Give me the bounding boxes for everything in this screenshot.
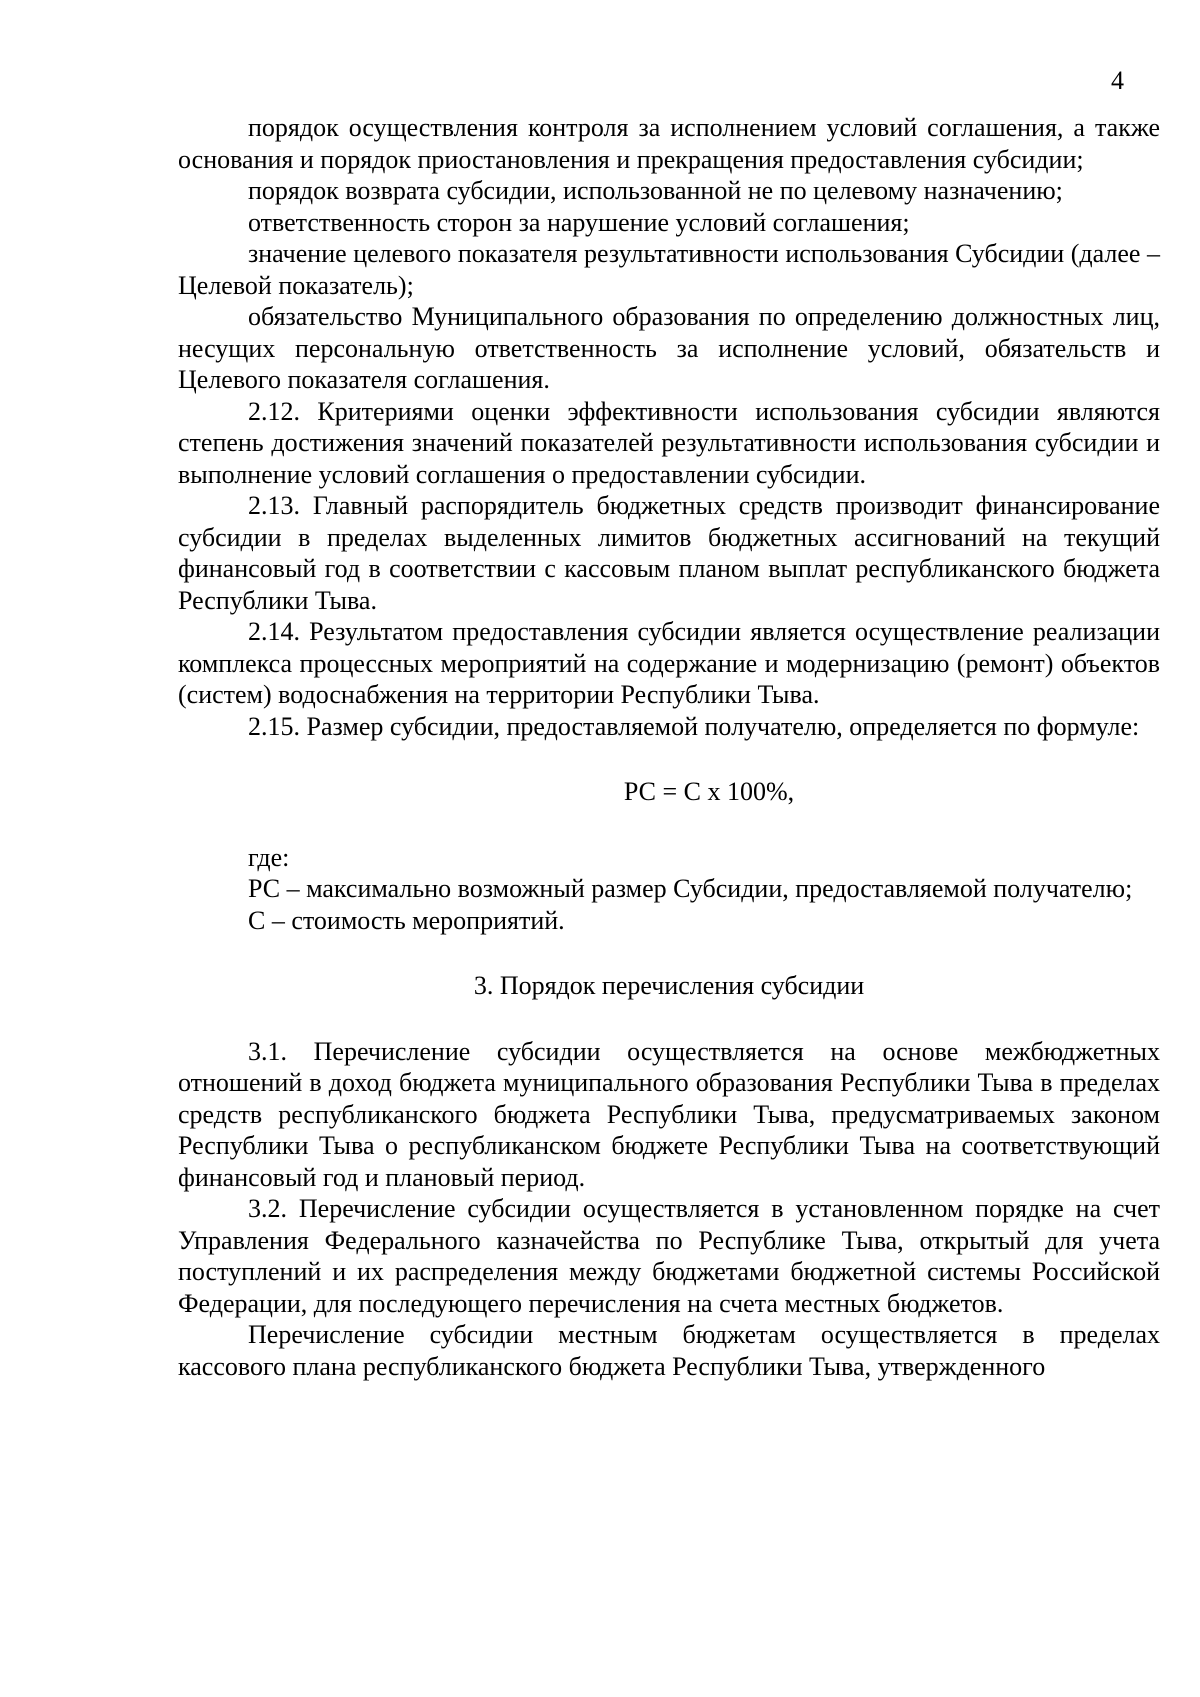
- paragraph-transfer-local: Перечисление субсидии местным бюджетам осуществляется в пределах кассового плана республиканского бюджета Республики Тыва, утвержденного: [178, 1320, 1160, 1381]
- paragraph-refund-procedure: порядок возврата субсидии, использованной не по целевому назначению;: [248, 176, 1063, 205]
- paragraph-2-14: 2.14. Результатом предоставления субсидии является осуществление реализации комплекса процессных мероприятий на содержание и модернизацию (ремонт) объектов (систем) водоснабжения на территории Республики Тыва.: [178, 617, 1160, 709]
- section-heading: 3. Порядок перечисления субсидии: [473, 971, 865, 1000]
- paragraph-2-13: 2.13. Главный распорядитель бюджетных средств производит финансирование субсидии в пределах выделенных лимитов бюджетных ассигнований на текущий финансовый год в соответствии с кассовым планом выплат республиканского бюджета Республики Тыва.: [178, 491, 1160, 615]
- paragraph-rs-definition: РС – максимально возможный размер Субсидии, предоставляемой получателю;: [248, 874, 1133, 903]
- page-number: 4: [1111, 66, 1124, 95]
- paragraph-control-procedure: порядок осуществления контроля за исполнением условий соглашения, а также основания и порядок приостановления и прекращения предоставления субсидии;: [178, 113, 1160, 174]
- paragraph-2-15: 2.15. Размер субсидии, предоставляемой получателю, определяется по формуле:: [248, 711, 1140, 741]
- paragraph-3-2: 3.2. Перечисление субсидии осуществляется в установленном порядке на счет Управления Федерального казначейства по Республике Тыва, открытый для учета поступлений и их распределения между бюджетами бюджетной системы Российской Федерации, для последующего перечисления на счета местных бюджетов.: [178, 1194, 1160, 1318]
- document-body: [178, 112, 1160, 1382]
- paragraph-2-12: 2.12. Критериями оценки эффективности использования субсидии являются степень достижения значений показателей результативности использования субсидии и выполнение условий соглашения о предоставлении субсидии.: [178, 396, 1160, 489]
- paragraph-responsibility: ответственность сторон за нарушение условий соглашения;: [248, 207, 910, 237]
- paragraph-obligation: обязательство Муниципального образования по определению должностных лиц, несущих персональную ответственность за исполнение условий, обязательств и Целевого показателя соглашения.: [178, 302, 1160, 394]
- paragraph-target-indicator: значение целевого показателя результативности использования Субсидии (далее – Целевой показатель);: [178, 239, 1160, 300]
- paragraph-c-definition: С – стоимость мероприятий.: [248, 905, 565, 935]
- paragraph-where: где:: [248, 842, 290, 872]
- paragraph-3-1: 3.1. Перечисление субсидии осуществляется на основе межбюджетных отношений в доход бюджета муниципального образования Республики Тыва в пределах средств республиканского бюджета Республики Тыва, предусматриваемых законом Республики Тыва о республиканском бюджете Республики Тыва на соответствующий финансовый год и плановый период.: [178, 1036, 1160, 1192]
- subsidy-formula: РС = С х 100%,: [623, 777, 795, 806]
